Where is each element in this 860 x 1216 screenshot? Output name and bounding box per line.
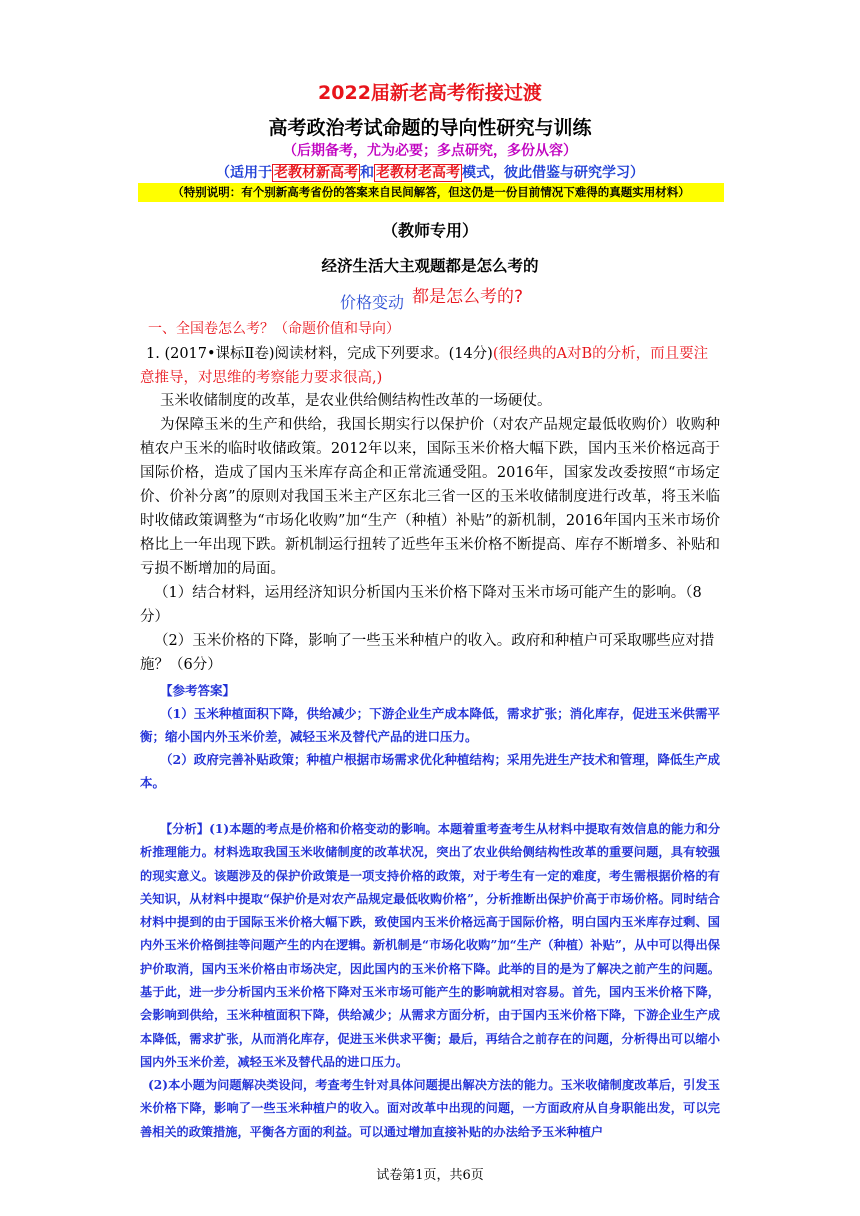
- analysis-paragraph-1: [140, 818, 720, 1074]
- sub-title: 高考政治考试命题的导向性研究与训练: [268, 117, 592, 139]
- question-intro: [140, 342, 720, 390]
- analysis-paragraph-2: (2)本小题为问题解决类设问，考查考生针对具体问题提出解决方法的能力。玉米收储制度改革后，引发玉米价格下降，影响了一些玉米种植户的收入。面对改革中出现的问题，一方面政府从自身职能出发，可以完善相关的政策措施，平衡各方面的利益。可以通过增加直接补贴的办法给予玉米种植户: [140, 1078, 720, 1139]
- scope-prefix: （适用于: [216, 165, 272, 181]
- topic-heading: 经济生活大主观题都是怎么考的: [321, 257, 539, 275]
- scope-box-new: 老教材新高考: [274, 165, 358, 181]
- sub-question-2: （2）玉米价格的下降，影响了一些玉米种植户的收入。政府和种植户可采取哪些应对措施？（6分）: [140, 633, 715, 673]
- main-title: 2022届新老高考衔接过渡: [318, 82, 542, 104]
- teacher-only-label: （教师专用）: [381, 221, 478, 240]
- section-heading: 一、全国卷怎么考？（命题价值和导向）: [148, 321, 400, 337]
- question-comment: (很经典的A对B的分析，而且要注意推导，对思维的考察能力要求很高,): [140, 346, 709, 386]
- scope-mid: 和: [360, 165, 374, 181]
- answer-2: （2）政府完善补贴政策；种植户根据市场需求优化种植结构；采用先进生产技术和管理，降低生产成本。: [140, 752, 720, 790]
- scope-note: [0, 162, 860, 182]
- sub-question-1: （1）结合材料，运用经济知识分析国内玉米价格下降对玉米市场可能产生的影响。（8分）: [140, 585, 702, 625]
- answer-1: （1）玉米种植面积下降，供给减少；下游企业生产成本降低，需求扩张；消化库存，促进玉米供需平衡；缩小国内外玉米价差，减轻玉米及替代产品的进口压力。: [140, 706, 720, 744]
- analysis-label: 【分析】: [160, 822, 210, 836]
- page-footer: 试卷第1页，共6页: [376, 1168, 484, 1183]
- material-paragraph-1: 玉米收储制度的改革，是农业供给侧结构性改革的一场硬仗。: [160, 393, 552, 409]
- prep-note: （后期备考，尤为必要；多点研究，多份从容）: [283, 143, 577, 159]
- special-note-banner: （特别说明：有个别新高考省份的答案来自民间解答，但这仍是一份目前情况下难得的真题实用材料）: [138, 183, 724, 202]
- topic-tail: 都是怎么考的?: [412, 287, 524, 307]
- analysis-text-1: (1)本题的考点是价格和价格变动的影响。本题着重考查考生从材料中提取有效信息的能力和分析推理能力。材料选取我国玉米收储制度的改革状况，突出了农业供给侧结构性改革的重要问题，具有较强的现实意义。该题涉及的保护价政策是一项支持价格的政策，对于考生有一定的难度，考生需根据价格的有关知识，从材料中提取“保护价是对农产品规定最低收购价格”，分析推断出保护价高于市场价格。同时结合材料中提到的由于国际玉米价格大幅下跌，致使国内玉米价格远高于国际价格，明白国内玉米库存过剩、国内外玉米价格倒挂等问题产生的内在逻辑。新机制是“市场化收购”加“生产（种植）补贴”，从中可以得出保护价取消，国内玉米价格由市场决定，因此国内的玉米价格下降。此举的目的是为了解决之前产生的问题。基于此，进一步分析国内玉米价格下降对玉米市场可能产生的影响就相对容易。首先，国内玉米价格下降，会影响到供给，玉米种植面积下降，供给减少；从需求方面分析，由于国内玉米价格下降，下游企业生产成本降低，需求扩张，从而消化库存，促进玉米供求平衡；最后，再结合之前存在的问题，分析得出可以缩小国内外玉米价差，减轻玉米及替代品的进口压力。: [140, 822, 721, 1069]
- material-paragraph-2: 为保障玉米的生产和供给，我国长期实行以保护价（对农产品规定最低收购价）收购种植农户玉米的临时收储政策。2012年以来，国际玉米价格大幅下跌，国内玉米价格远高于国际价格，造成了国内玉米库存高企和正常流通受阻。2016年，国家发改委按照“市场定价、价补分离”的原则对我国玉米主产区东北三省一区的玉米收储制度进行改革，将玉米临时收储政策调整为“市场化收购”加“生产（种植）补贴”的新机制，2016年国内玉米市场价格比上一年出现下跌。新机制运行扭转了近些年玉米价格不断提高、库存不断增多、补贴和亏损不断增加的局面。: [140, 417, 720, 577]
- question-number-text: 1. (2017•课标Ⅱ卷)阅读材料，完成下列要求。(14分): [146, 346, 493, 362]
- topic-word: 价格变动: [340, 293, 405, 312]
- scope-box-old: 老教材老高考: [376, 165, 460, 181]
- scope-suffix: 模式，彼此借鉴与研究学习）: [462, 165, 644, 181]
- answer-label: 【参考答案】: [160, 683, 236, 698]
